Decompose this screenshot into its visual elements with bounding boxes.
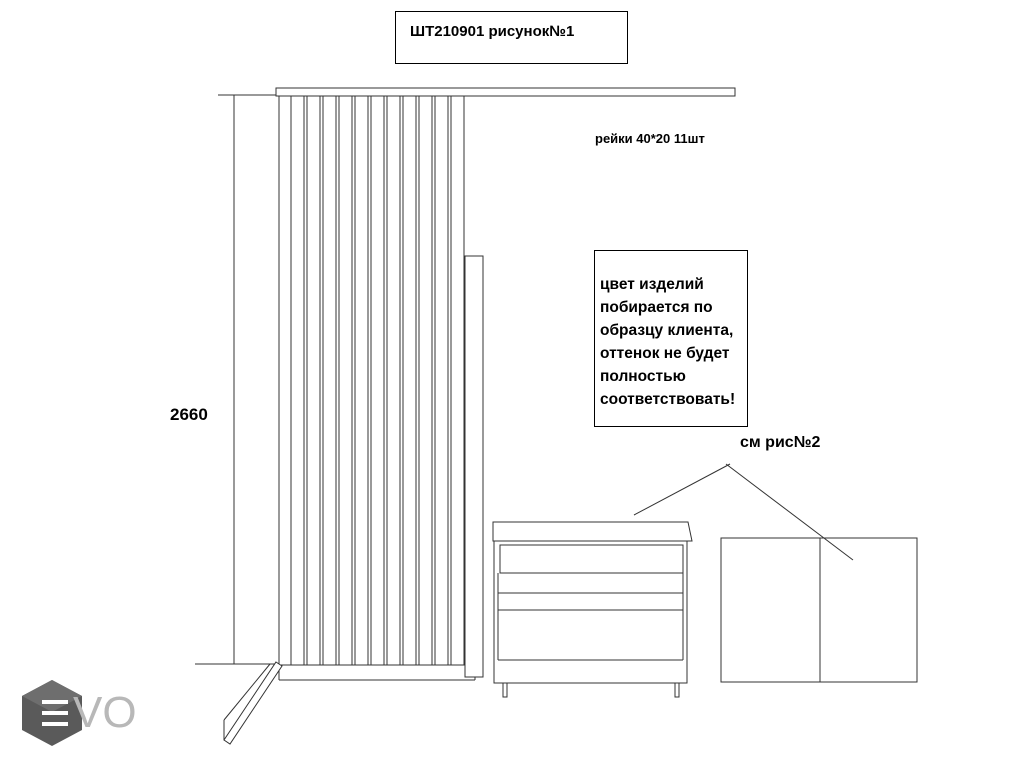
reference-label: см рис№2 [740, 434, 821, 451]
slat-5 [355, 96, 368, 665]
slat-10 [435, 96, 448, 665]
reference-line-left [634, 464, 730, 515]
color-note-box [594, 250, 748, 427]
shelf-cabinet [493, 522, 692, 697]
evo-logo [20, 678, 160, 748]
note-line: оттенок не будет [600, 345, 730, 362]
slat-4 [339, 96, 352, 665]
logo-text: VO [73, 688, 137, 737]
slat-9 [419, 96, 432, 665]
note-line: цвет изделий [600, 276, 704, 293]
slat-7 [387, 96, 400, 665]
door-cabinet [721, 538, 917, 682]
drawing-title: ШТ210901 рисунок№1 [395, 11, 628, 64]
note-line: побирается по [600, 299, 713, 316]
cabinet-shelf [498, 593, 683, 610]
side-board [465, 256, 483, 677]
cabinet-leg-left [503, 683, 507, 697]
note-line: соответствовать! [600, 391, 736, 408]
slat-2 [307, 96, 320, 665]
rails-label: рейки 40*20 11шт [595, 131, 705, 146]
cabinet-drawer [500, 545, 683, 573]
top-rail [276, 88, 735, 96]
slat-1 [291, 96, 304, 665]
slat-6 [371, 96, 384, 665]
note-line: образцу клиента, [600, 322, 734, 339]
note-line: полностью [600, 368, 686, 385]
slat-11 [451, 96, 464, 665]
slat-3 [323, 96, 336, 665]
dimension-height-label: 2660 [170, 405, 208, 424]
slats [291, 96, 464, 665]
slat-8 [403, 96, 416, 665]
cabinet-leg-right [675, 683, 679, 697]
floor-plinth [224, 662, 282, 744]
